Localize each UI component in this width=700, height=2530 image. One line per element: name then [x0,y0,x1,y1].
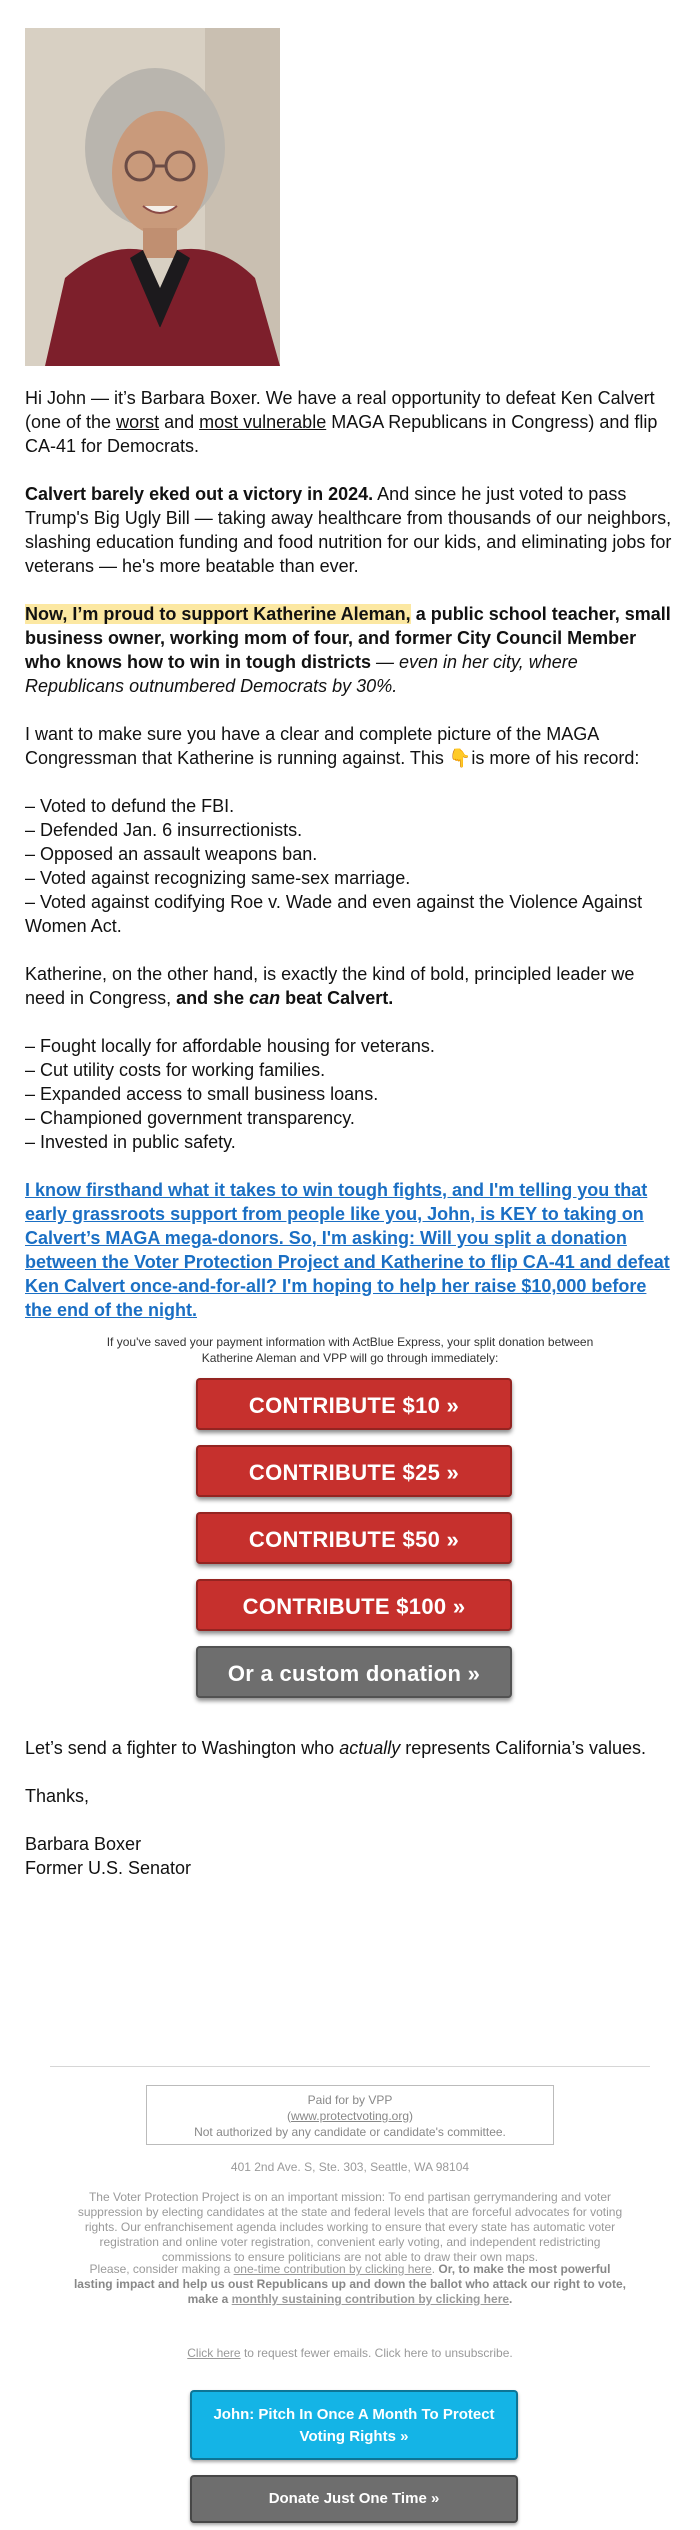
contribute-100-button[interactable]: CONTRIBUTE $100 » [196,1579,512,1631]
intro-paragraph: Hi John — it’s Barbara Boxer. We have a real opportunity to defeat Ken Calvert (one of the worst and most vulnerable MAGA Republicans in Congress) and flip CA-41 for Democrats. [25,388,658,456]
donation-ask-link[interactable]: I know firsthand what it takes to win tough fights, and I'm telling you that early grassroots support from people like you, John, is KEY to taking on Calvert’s MAGA mega-donors. So, I'm asking: Will you split a donation between the Voter Protection Project and Katherine to flip CA-41 and defeat Ken Calvert once-and-for-all? I'm hoping to help her raise $10,000 before the end of the night. [25,1180,670,1320]
monthly-contribution-link[interactable]: monthly sustaining contribution by clicking here [231,2292,510,2306]
one-time-contribution-link[interactable]: one-time contribution by clicking here [233,2262,432,2276]
list-item: – Expanded access to small business loans. [25,1084,379,1104]
pointing-down-icon: 👇 [448,748,472,768]
footer-unsubscribe: Click here to request fewer emails. Click here to unsubscribe. [187,2346,513,2360]
footer-mission: The Voter Protection Project is on an important mission: To end partisan gerrymandering and voter suppression by electing candidates at the state and federal levels that are forceful advocates for voting rights. Our enfranchisement agenda includes working to ensure that every state has automatic voter registration and online voter registration, convenient early voting, and independent redistricting commissions to ensure politicians are not able to draw their own maps. [77,2190,623,2264]
donation-ask-paragraph [25,1178,675,1322]
one-time-donation-button[interactable]: Donate Just One Time » [190,2475,518,2523]
closing-paragraph: Let’s send a fighter to Washington who actually represents California’s values. [25,1738,647,1758]
sender-photo [25,28,280,366]
website-link[interactable]: www.protectvoting.org [290,2109,410,2123]
actblue-note: If you've saved your payment information with ActBlue Express, your split donation between Katherine Aleman and VPP will go through immediately: [106,1335,594,1365]
signature-name: Barbara Boxer [25,1834,142,1854]
list-item: – Voted to defund the FBI. [25,796,235,816]
thanks-text: Thanks, [25,1786,90,1806]
list-item: – Voted against codifying Roe v. Wade and even against the Violence Against Women Act. [25,892,643,936]
fewer-emails-link[interactable]: Click here [187,2346,241,2360]
footer-address: 401 2nd Ave. S, Ste. 303, Seattle, WA 98104 [230,2160,470,2174]
signature-title: Former U.S. Senator [25,1858,192,1878]
contribute-50-button[interactable]: CONTRIBUTE $50 » [196,1512,512,1564]
custom-donation-button[interactable]: Or a custom donation » [196,1646,512,1698]
contribute-10-button[interactable]: CONTRIBUTE $10 » [196,1378,512,1430]
paid-by-text: Paid for by VPP [307,2093,393,2107]
footer-contribute-text: Please, consider making a one-time contribution by clicking here. Or, to make the most powerful lasting impact and help us oust Republicans up and down the ballot who attack our right to vote, make a monthly sustaining contribution by clicking here. [73,2262,627,2306]
contribute-25-button[interactable]: CONTRIBUTE $25 » [196,1445,512,1497]
katherine-intro-paragraph: Now, I’m proud to support Katherine Aleman, a public school teacher, small business owner, working mom of four, and former City Council Member who knows how to win in tough districts — even in her city, where Republicans outnumbered Democrats by 30%. [25,604,671,696]
katherine-record-list [25,1034,675,1154]
not-authorized-text: Not authorized by any candidate or candidate's committee. [194,2125,506,2139]
list-item: – Fought locally for affordable housing for veterans. [25,1036,435,1056]
worst-text: worst [116,412,160,432]
calvert-paragraph: Calvert barely eked out a victory in 2024. And since he just voted to pass Trump's Big Ugly Bill — taking away healthcare from thousands of our neighbors, slashing education funding and food nutrition for our kids, and eliminating jobs for veterans — he's more beatable than ever. [25,484,672,576]
highlighted-support-text: Now, I’m proud to support Katherine Aleman, [25,604,411,624]
list-item: – Invested in public safety. [25,1132,236,1152]
katherine-leader-paragraph: Katherine, on the other hand, is exactly the kind of bold, principled leader we need in Congress, and she can beat Calvert. [25,964,635,1008]
calvert-record-list [25,794,675,938]
footer-divider [50,2066,650,2067]
record-intro-paragraph: I want to make sure you have a clear and complete picture of the MAGA Congressman that Katherine is running against. This 👇is more of his record: [25,724,640,768]
list-item: – Defended Jan. 6 insurrectionists. [25,820,303,840]
most-vulnerable-text: most vulnerable [199,412,327,432]
paid-for-box: Paid for by VPP (www.protectvoting.org) Not authorized by any candidate or candidate's committee. [146,2085,554,2145]
list-item: – Cut utility costs for working families. [25,1060,326,1080]
list-item: – Voted against recognizing same-sex marriage. [25,868,411,888]
list-item: – Opposed an assault weapons ban. [25,844,318,864]
monthly-donation-button[interactable]: John: Pitch In Once A Month To Protect Voting Rights » [190,2390,518,2460]
list-item: – Championed government transparency. [25,1108,355,1128]
